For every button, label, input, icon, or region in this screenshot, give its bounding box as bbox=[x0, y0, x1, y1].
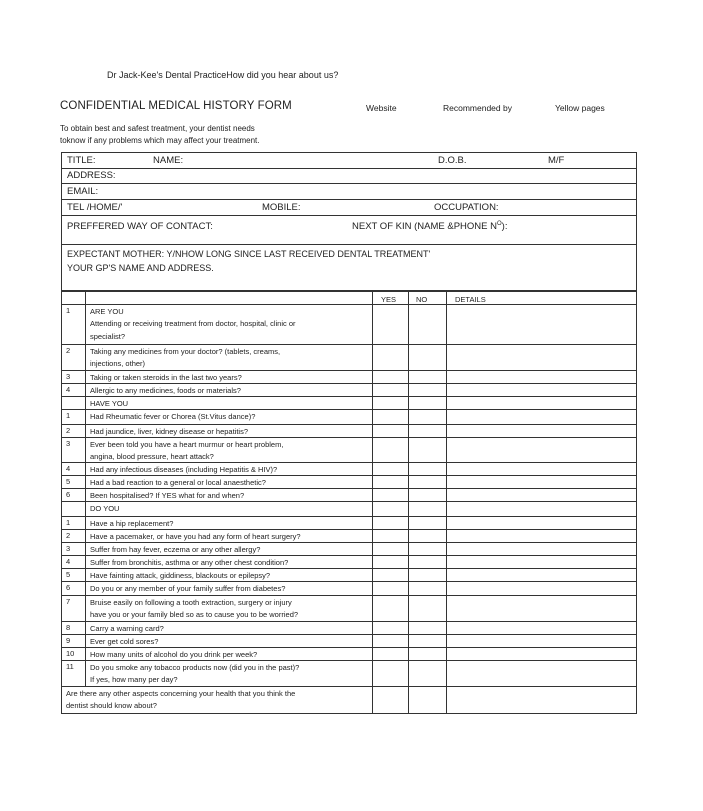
answer-details-cell[interactable] bbox=[447, 543, 636, 555]
answer-details-cell[interactable] bbox=[447, 476, 636, 488]
question-text: Allergic to any medicines, foods or materials? bbox=[90, 386, 241, 395]
answer-details-cell[interactable] bbox=[447, 502, 636, 516]
next-of-kin-label: NEXT OF KIN (NAME &PHONE N bbox=[352, 221, 497, 233]
answer-no-cell[interactable] bbox=[409, 425, 446, 437]
next-of-kin-sup: O bbox=[496, 221, 502, 227]
answer-no-cell[interactable] bbox=[409, 517, 446, 529]
option-website[interactable]: Website bbox=[366, 103, 397, 113]
answer-no-cell[interactable] bbox=[409, 596, 446, 621]
option-yellow-pages[interactable]: Yellow pages bbox=[555, 103, 605, 113]
answer-details-cell[interactable] bbox=[447, 687, 636, 714]
answer-yes-cell[interactable] bbox=[373, 687, 408, 714]
col-yes-header: YES bbox=[381, 295, 397, 304]
question-text: Taking or taken steroids in the last two years? bbox=[90, 373, 242, 382]
answer-details-cell[interactable] bbox=[447, 635, 636, 647]
answer-details-cell[interactable] bbox=[447, 425, 636, 437]
question-number: 1 bbox=[66, 306, 71, 315]
question-number: 4 bbox=[66, 385, 71, 394]
question-text: Have fainting attack, giddiness, blackouts or epilepsy? bbox=[90, 571, 271, 580]
question-number: 3 bbox=[66, 439, 71, 448]
answer-no-cell[interactable] bbox=[409, 463, 446, 475]
question-number: 1 bbox=[66, 411, 71, 420]
answer-yes-cell[interactable] bbox=[373, 397, 408, 409]
answer-details-cell[interactable] bbox=[447, 397, 636, 409]
answer-no-cell[interactable] bbox=[409, 661, 446, 686]
answer-yes-cell[interactable] bbox=[373, 648, 408, 660]
answer-yes-cell[interactable] bbox=[373, 371, 408, 383]
answer-yes-cell[interactable] bbox=[373, 410, 408, 424]
answer-details-cell[interactable] bbox=[447, 530, 636, 542]
col-no-header: NO bbox=[416, 295, 428, 304]
question-text: Carry a warning card? bbox=[90, 624, 164, 633]
answer-yes-cell[interactable] bbox=[373, 438, 408, 462]
answer-details-cell[interactable] bbox=[447, 384, 636, 396]
question-text: Bruise easily on following a tooth extraction, surgery or injury have you or your family bled so as to cause you to be worried? bbox=[90, 598, 299, 620]
practice-line: Dr Jack-Kee's Dental PracticeHow did you hear about us? bbox=[107, 70, 339, 80]
answer-details-cell[interactable] bbox=[447, 569, 636, 581]
question-text: Been hospitalised? If YES what for and when? bbox=[90, 491, 245, 500]
answer-yes-cell[interactable] bbox=[373, 543, 408, 555]
question-number: 6 bbox=[66, 490, 71, 499]
question-text: Ever get cold sores? bbox=[90, 637, 159, 646]
answer-details-cell[interactable] bbox=[447, 648, 636, 660]
answer-details-cell[interactable] bbox=[447, 463, 636, 475]
question-number: 2 bbox=[66, 426, 71, 435]
question-number: 9 bbox=[66, 636, 71, 645]
question-number: 7 bbox=[66, 597, 71, 606]
answer-no-cell[interactable] bbox=[409, 489, 446, 501]
title-field[interactable]: TITLE: bbox=[67, 155, 96, 166]
answer-no-cell[interactable] bbox=[409, 345, 446, 370]
question-text: Suffer from hay fever, eczema or any other allergy? bbox=[90, 545, 261, 554]
answer-details-cell[interactable] bbox=[447, 371, 636, 383]
answer-no-cell[interactable] bbox=[409, 543, 446, 555]
question-text: Taking any medicines from your doctor? (tablets, creams, injections, other) bbox=[90, 347, 281, 369]
question-text: Have a pacemaker, or have you had any form of heart surgery? bbox=[90, 532, 301, 541]
question-number: 2 bbox=[66, 346, 71, 355]
form-title: CONFIDENTIAL MEDICAL HISTORY FORM bbox=[60, 100, 292, 112]
question-number: 1 bbox=[66, 518, 71, 527]
answer-no-cell[interactable] bbox=[409, 530, 446, 542]
answer-no-cell[interactable] bbox=[409, 635, 446, 647]
answer-yes-cell[interactable] bbox=[373, 476, 408, 488]
answer-no-cell[interactable] bbox=[409, 371, 446, 383]
answer-details-cell[interactable] bbox=[447, 410, 636, 424]
answer-yes-cell[interactable] bbox=[373, 596, 408, 621]
question-number: 4 bbox=[66, 464, 71, 473]
question-text: How many units of alcohol do you drink per week? bbox=[90, 650, 258, 659]
answer-yes-cell[interactable] bbox=[373, 517, 408, 529]
answer-no-cell[interactable] bbox=[409, 410, 446, 424]
answer-no-cell[interactable] bbox=[409, 305, 446, 344]
address-field[interactable]: ADDRESS: bbox=[67, 170, 116, 181]
answer-yes-cell[interactable] bbox=[373, 463, 408, 475]
question-number: 10 bbox=[66, 649, 75, 658]
question-text: HAVE YOU bbox=[90, 399, 129, 408]
question-number: 11 bbox=[66, 662, 74, 671]
answer-details-cell[interactable] bbox=[447, 596, 636, 621]
option-recommended[interactable]: Recommended by bbox=[443, 103, 512, 113]
question-text: Are there any other aspects concerning your health that you think the dentist should know about? bbox=[66, 689, 296, 711]
answer-no-cell[interactable] bbox=[409, 582, 446, 595]
question-number: 8 bbox=[66, 623, 71, 632]
answer-yes-cell[interactable] bbox=[373, 556, 408, 568]
gp-field[interactable]: YOUR GP'S NAME AND ADDRESS. bbox=[67, 263, 214, 273]
intro-line-2: toknow if any problems which may affect your treatment. bbox=[60, 136, 260, 145]
question-text: Ever been told you have a heart murmur or heart problem, angina, blood pressure, heart attack? bbox=[90, 440, 284, 462]
answer-details-cell[interactable] bbox=[447, 438, 636, 462]
answer-yes-cell[interactable] bbox=[373, 635, 408, 647]
answer-no-cell[interactable] bbox=[409, 502, 446, 516]
answer-yes-cell[interactable] bbox=[373, 622, 408, 634]
answer-details-cell[interactable] bbox=[447, 305, 636, 344]
question-number: 5 bbox=[66, 570, 71, 579]
answer-yes-cell[interactable] bbox=[373, 502, 408, 516]
dob-field[interactable]: D.O.B. bbox=[438, 155, 467, 166]
mobile-field[interactable]: MOBILE: bbox=[262, 202, 301, 213]
question-text: Have a hip replacement? bbox=[90, 519, 174, 528]
question-number: 4 bbox=[66, 557, 71, 566]
next-of-kin-field[interactable] bbox=[352, 221, 507, 232]
question-number: 2 bbox=[66, 531, 71, 540]
question-text: Do you smoke any tobacco products now (did you in the past)? If yes, how many per day? bbox=[90, 663, 300, 685]
sex-field[interactable]: M/F bbox=[548, 155, 565, 166]
question-text: Had Rheumatic fever or Chorea (St.Vitus dance)? bbox=[90, 412, 256, 421]
intro-line-1: To obtain best and safest treatment, your dentist needs bbox=[60, 124, 255, 133]
answer-yes-cell[interactable] bbox=[373, 425, 408, 437]
answer-no-cell[interactable] bbox=[409, 556, 446, 568]
col-details-header: DETAILS bbox=[455, 295, 486, 304]
question-text: Do you or any member of your family suffer from diabetes? bbox=[90, 584, 286, 593]
answer-no-cell[interactable] bbox=[409, 648, 446, 660]
email-field[interactable]: EMAIL: bbox=[67, 186, 99, 197]
occupation-field[interactable]: OCCUPATION: bbox=[434, 202, 499, 213]
answer-details-cell[interactable] bbox=[447, 489, 636, 501]
question-number: 3 bbox=[66, 372, 71, 381]
tel-home-field[interactable]: TEL /HOME/' bbox=[67, 202, 123, 213]
next-of-kin-end: ): bbox=[501, 221, 508, 233]
answer-details-cell[interactable] bbox=[447, 622, 636, 634]
question-number: 5 bbox=[66, 477, 71, 486]
question-text: Had any infectious diseases (including Hepatitis & HIV)? bbox=[90, 465, 278, 474]
answer-yes-cell[interactable] bbox=[373, 530, 408, 542]
answer-no-cell[interactable] bbox=[409, 384, 446, 396]
answer-details-cell[interactable] bbox=[447, 345, 636, 370]
question-text: DO YOU bbox=[90, 504, 120, 513]
question-text: Had jaundice, liver, kidney disease or hepatitis? bbox=[90, 427, 249, 436]
name-field[interactable]: NAME: bbox=[153, 155, 184, 166]
question-text: ARE YOU Attending or receiving treatment from doctor, hospital, clinic or specialist? bbox=[90, 307, 296, 341]
question-number: 3 bbox=[66, 544, 71, 553]
answer-details-cell[interactable] bbox=[447, 582, 636, 595]
answer-no-cell[interactable] bbox=[409, 622, 446, 634]
answer-details-cell[interactable] bbox=[447, 517, 636, 529]
question-number: 6 bbox=[66, 583, 71, 592]
answer-no-cell[interactable] bbox=[409, 438, 446, 462]
answer-no-cell[interactable] bbox=[409, 687, 446, 714]
answer-no-cell[interactable] bbox=[409, 569, 446, 581]
answer-yes-cell[interactable] bbox=[373, 305, 408, 344]
answer-yes-cell[interactable] bbox=[373, 489, 408, 501]
expectant-mother-field[interactable]: EXPECTANT MOTHER: Y/NHOW LONG SINCE LAST RECEIVED DENTAL TREATMENT' bbox=[67, 249, 431, 259]
answer-no-cell[interactable] bbox=[409, 476, 446, 488]
answer-yes-cell[interactable] bbox=[373, 345, 408, 370]
answer-yes-cell[interactable] bbox=[373, 384, 408, 396]
question-text: Suffer from bronchitis, asthma or any other chest condition? bbox=[90, 558, 289, 567]
answer-yes-cell[interactable] bbox=[373, 569, 408, 581]
contact-field[interactable]: PREFFERED WAY OF CONTACT: bbox=[67, 221, 213, 232]
answer-yes-cell[interactable] bbox=[373, 661, 408, 686]
answer-details-cell[interactable] bbox=[447, 661, 636, 686]
answer-details-cell[interactable] bbox=[447, 556, 636, 568]
answer-yes-cell[interactable] bbox=[373, 582, 408, 595]
question-text: Had a bad reaction to a general or local anaesthetic? bbox=[90, 478, 266, 487]
answer-no-cell[interactable] bbox=[409, 397, 446, 409]
